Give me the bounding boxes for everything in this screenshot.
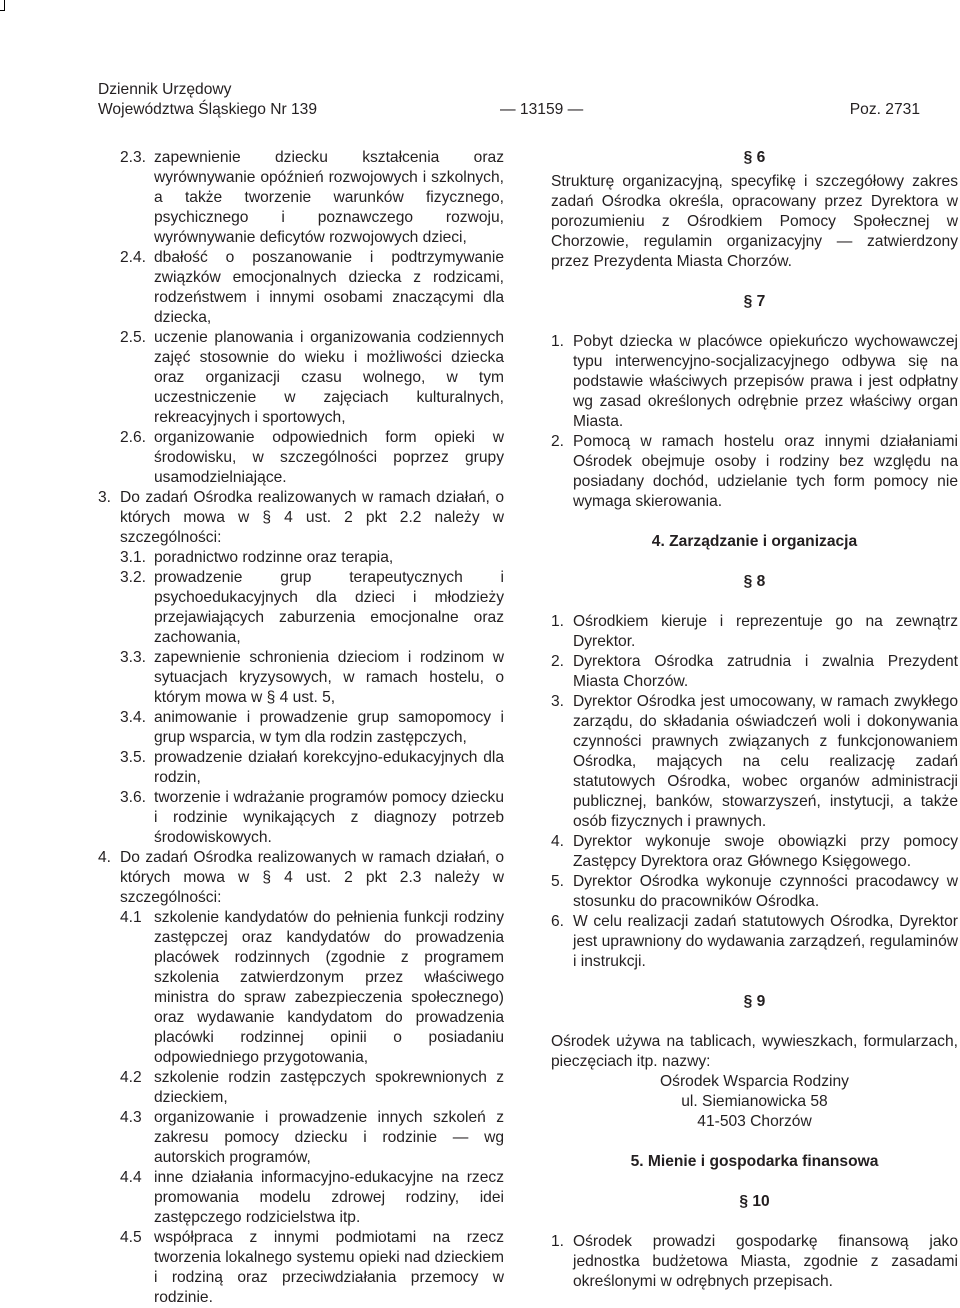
list-item: 5. Dyrektor Ośrodka wykonuje czynności pracodawcy w stosunku do pracowników Ośrodka. xyxy=(551,873,958,910)
list-item: 3.6. tworzenie i wdrażanie programów pomocy dziecku i rodzinie wynikających z diagnozy potrzeb środowiskowych. xyxy=(120,789,504,846)
list-item: 4.2 szkolenie rodzin zastępczych spokrewnionych z dzieckiem, xyxy=(120,1069,504,1106)
paragraph-9-title: § 9 xyxy=(743,993,766,1010)
list-item-4: 4. Do zadań Ośrodka realizowanych w ramach działań, o których mowa w § 4 ust. 2 pkt 2.3 należy w szczególności: xyxy=(98,849,504,906)
paragraph-10-title: § 10 xyxy=(739,1193,770,1210)
list-item: 3.2. prowadzenie grup terapeutycznych i psychoedukacyjnych dla dzieci i młodzieży przejawiających zaburzenia emocjonalne oraz zachowania, xyxy=(120,569,504,646)
address-name: Ośrodek Wsparcia Rodziny xyxy=(660,1073,849,1090)
list-item: 3.5. prowadzenie działań korekcyjno-edukacyjnych dla rodzin, xyxy=(120,749,504,786)
paragraph-7-list xyxy=(551,332,958,512)
paragraph-8-list xyxy=(551,612,958,972)
list-3x xyxy=(120,548,504,848)
list-item: 4.1 szkolenie kandydatów do pełnienia funkcji rodziny zastępczej oraz kandydatów do prowadzenia placówek rodzinnych (zgodnie z programem szkolenia zatwierdzonym przez właściwego ministra do spraw zabezpieczenia społecznego) oraz wydawanie kandydatom do prowadzenia placówki rodzinnej opinii o posiadaniu odpowiedniego przygotowania, xyxy=(120,909,504,1066)
paragraph-6-text: Strukturę organizacyjną, specyfikę i szczegółowy zakres zadań Ośrodka określa, opracowany przez Dyrektora w porozumieniu z Ośrodkiem Pomocy Społecznej w Chorzowie, regulamin organizacyjny — zatwierdzony przez Prezydenta Miasta Chorzów. xyxy=(551,173,958,270)
list-item: 1. Ośrodkiem kieruje i reprezentuje go na zewnątrz Dyrektor. xyxy=(551,613,958,650)
list-item: 2.5. uczenie planowania i organizowania codziennych zajęć stosownie do wieku i możliwości dziecka oraz organizacji czasu wolnego, w tym uczestniczenie w zajęciach kulturalnych, rekreacyjnych i sportowych, xyxy=(120,329,504,426)
paragraph-9-text: Ośrodek używa na tablicach, wywieszkach, formularzach, pieczęciach itp. nazwy: xyxy=(551,1033,958,1070)
paragraph-10-list xyxy=(551,1232,958,1292)
list-item: 2.4. dbałość o poszanowanie i podtrzymywanie związków emocjonalnych dziecka z rodzicami, rodzeństwem i innymi osobami znaczącymi dla dziecka, xyxy=(120,249,504,326)
position-number: Poz. 2731 xyxy=(849,101,920,118)
list-item: 4.5 współpraca z innymi podmiotami na rzecz tworzenia lokalnego systemu opieki nad dzieckiem i rodziną oraz przeciwdziałania przemocy w rodzinie. xyxy=(120,1229,504,1306)
list-item: 2.3. zapewnienie dziecku kształcenia oraz wyrównywanie opóźnień rozwojowych i szkolnych, a także tworzenie warunków fizycznego, psychicznego i poznawczego rozwoju, wyrównywanie deficytów rozwojowych dzieci, xyxy=(120,149,504,246)
list-item: 4.4 inne działania informacyjno-edukacyjne na rzecz promowania modelu zdrowej rodziny, idei zastępczego rodzicielstwa itp. xyxy=(120,1169,504,1226)
list-item: 4. Dyrektor wykonuje swoje obowiązki przy pomocy Zastępcy Dyrektora oraz Głównego Księgowego. xyxy=(551,833,958,870)
paragraph-8-title: § 8 xyxy=(743,573,766,590)
list-item: 1. Ośrodek prowadzi gospodarkę finansową jako jednostka budżetowa Miasta, zgodnie z zasadami określonymi w odrębnych przepisach. xyxy=(551,1233,958,1290)
journal-title: Dziennik Urzędowy Województwa Śląskiego Nr 139 xyxy=(98,81,317,118)
section-4-heading: 4. Zarządzanie i organizacja xyxy=(651,533,858,550)
crop-mark xyxy=(0,0,5,11)
list-4x xyxy=(120,908,504,1308)
list-item: 2.6. organizowanie odpowiednich form opieki w środowisku, w szczególności poprzez grupy usamodzielniające. xyxy=(120,429,504,486)
list-item: 2. Pomocą w ramach hostelu oraz innymi działaniami Ośrodek obejmuje osoby i rodziny bez względu na posiadany dochód, udzielanie tych form pomocy nie wymaga skierowania. xyxy=(551,433,958,510)
list-item: 4.3 organizowanie i prowadzenie innych szkoleń z zakresu pomocy dziecku i rodzinie — wg autorskich programów, xyxy=(120,1109,504,1166)
list-2x xyxy=(120,148,504,488)
address-street: ul. Siemianowicka 58 xyxy=(681,1093,828,1110)
section-5-heading: 5. Mienie i gospodarka finansowa xyxy=(630,1153,879,1170)
page-header xyxy=(98,80,920,124)
list-item: 3.3. zapewnienie schronienia dzieciom i rodzinom w sytuacjach kryzysowych, w ramach hostelu, o którym mowa w § 4 ust. 5, xyxy=(120,649,504,706)
paragraph-7-title: § 7 xyxy=(743,293,766,310)
page-number: — 13159 — xyxy=(500,101,584,118)
right-column xyxy=(551,148,958,1292)
list-item: 1. Pobyt dziecka w placówce opiekuńczo wychowawczej typu interwencyjno-socjalizacyjnego odbywa się na podstawie właściwych przepisów prawa i jest odpłatny wg zasad określonych odrębnie przez właściwy organ Miasta. xyxy=(551,333,958,430)
list-item: 2. Dyrektora Ośrodka zatrudnia i zwalnia Prezydent Miasta Chorzów. xyxy=(551,653,958,690)
list-item: 3.1. poradnictwo rodzinne oraz terapia, xyxy=(120,549,394,566)
left-column xyxy=(98,148,504,1308)
list-item-3: 3. Do zadań Ośrodka realizowanych w ramach działań, o których mowa w § 4 ust. 2 pkt 2.2 należy w szczególności: xyxy=(98,489,504,546)
list-item: 3.4. animowanie i prowadzenie grup samopomocy i grup wsparcia, w tym dla rodzin zastępczych, xyxy=(120,709,504,746)
paragraph-6-title: § 6 xyxy=(743,149,766,166)
list-item: 3. Dyrektor Ośrodka jest umocowany, w ramach zwykłego zarządu, do składania oświadczeń woli i dokonywania czynności prawnych związanych z funkcjonowaniem Ośrodka, mających na celu realizację zadań statutowych Ośrodka, wobec organów administracji publicznej, banków, stowarzyszeń, instytucji, a także osób fizycznych i prawnych. xyxy=(551,693,958,830)
address-city: 41-503 Chorzów xyxy=(697,1113,812,1130)
list-item: 6. W celu realizacji zadań statutowych Ośrodka, Dyrektor jest uprawniony do wydawania zarządzeń, regulaminów i instrukcji. xyxy=(551,913,958,970)
